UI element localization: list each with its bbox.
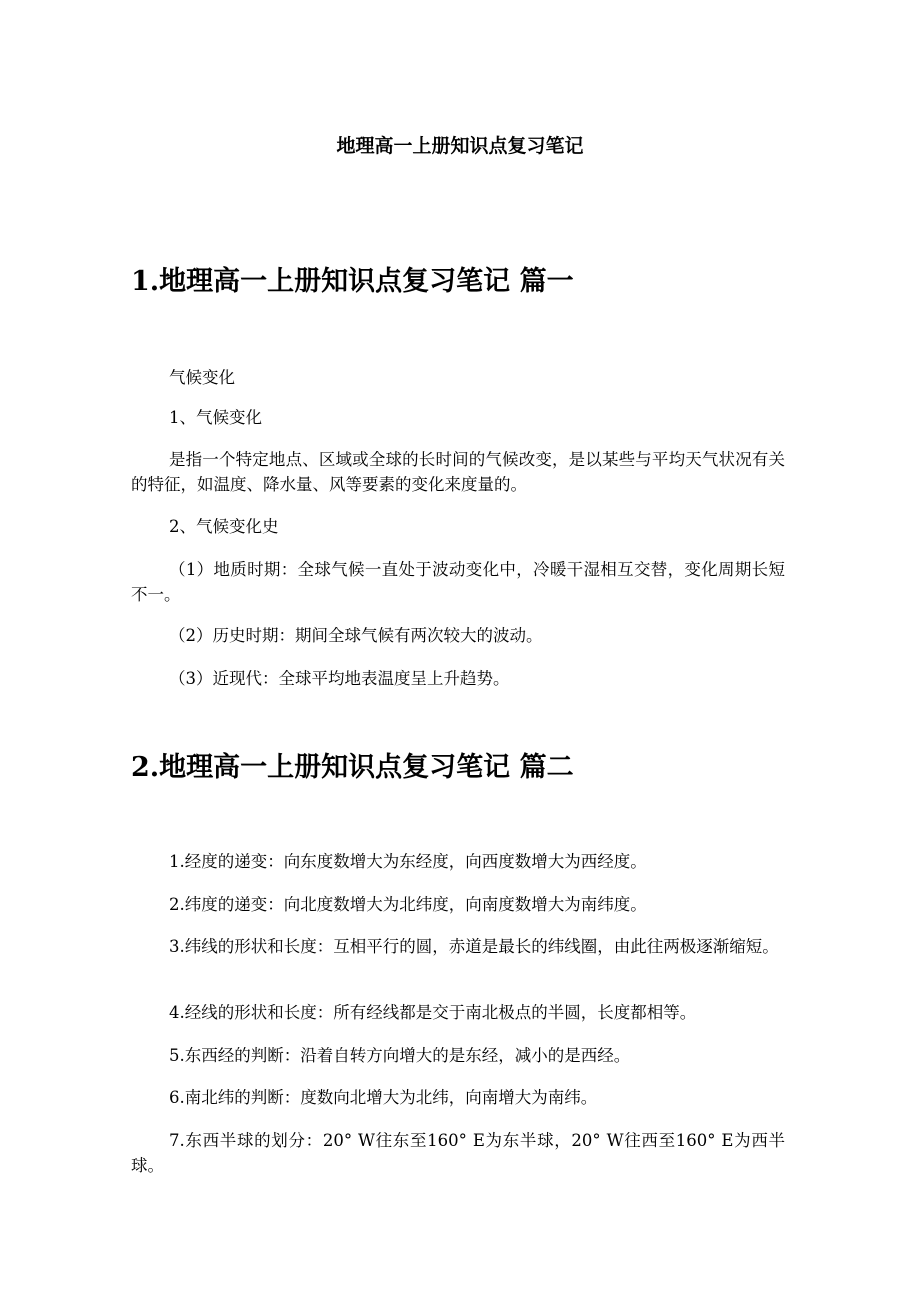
paragraph: 1.经度的递变：向东度数增大为东经度，向西度数增大为西经度。 bbox=[169, 852, 647, 871]
paragraph: 2.纬度的递变：向北度数增大为北纬度，向南度数增大为南纬度。 bbox=[169, 895, 647, 914]
paragraph: 5.东西经的判断：沿着自转方向增大的是东经，减小的是西经。 bbox=[169, 1046, 631, 1065]
paragraph: 4.经线的形状和长度：所有经线都是交于南北极点的半圆，长度都相等。 bbox=[169, 1003, 697, 1022]
section-heading-1: 1.地理高一上册知识点复习笔记 篇一 bbox=[131, 266, 574, 297]
paragraph: 2、气候变化史 bbox=[169, 517, 279, 536]
paragraph: 6.南北纬的判断：度数向北增大为北纬，向南增大为南纬。 bbox=[169, 1088, 598, 1107]
paragraph: 3.纬线的形状和长度：互相平行的圆，赤道是最长的纬线圈，由此往两极逐渐缩短。 bbox=[169, 937, 779, 956]
paragraph: （2）历史时期：期间全球气候有两次较大的波动。 bbox=[169, 626, 543, 645]
document-title: 地理高一上册知识点复习笔记 bbox=[336, 135, 584, 157]
paragraph: 7.东西半球的划分：20° W往东至160° E为东半球，20° W往西至160° E为西半球。 bbox=[131, 1131, 785, 1175]
paragraph: 1、气候变化 bbox=[169, 408, 262, 427]
paragraph: （3）近现代：全球平均地表温度呈上升趋势。 bbox=[169, 669, 510, 688]
paragraph: 气候变化 bbox=[169, 368, 235, 387]
section-heading-2: 2.地理高一上册知识点复习笔记 篇二 bbox=[131, 752, 574, 783]
paragraph: 是指一个特定地点、区域或全球的长时间的气候改变，是以某些与平均天气状况有关的特征，如温度、降水量、风等要素的变化来度量的。 bbox=[131, 450, 785, 494]
paragraph: （1）地质时期：全球气候一直处于波动变化中，冷暖干湿相互交替，变化周期长短不一。 bbox=[131, 560, 785, 604]
